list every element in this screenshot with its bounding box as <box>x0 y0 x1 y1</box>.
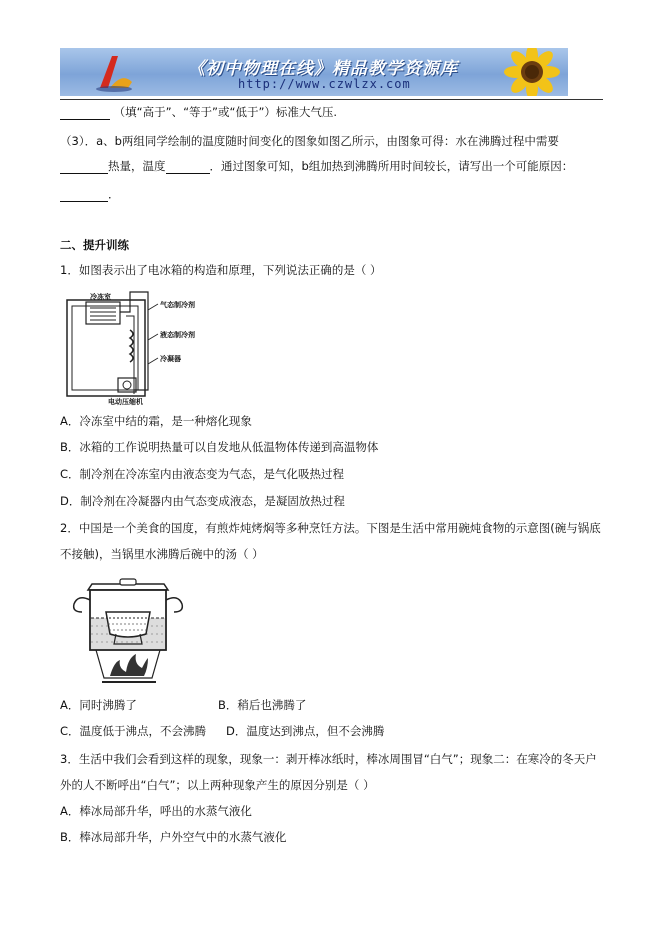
question-1: 1．如图表示出了电冰箱的构造和原理，下列说法正确的是（ ） <box>60 263 382 277</box>
text-line: （3）．a、b两组同学绘制的温度随时间变化的图象如图乙所示，由图象可得：水在沸腾过程中需要 <box>60 134 559 148</box>
question-3-line-1: 3．生活中我们会看到这样的现象，现象一：剥开棒冰纸时，棒冰周围冒“白气”；现象二：在寒冷的冬天户 <box>60 752 597 766</box>
banner-url: http://www.czwlzx.com <box>238 77 411 91</box>
text-line: （填“高于”、“等于”或“低于”）标准大气压. <box>60 104 337 120</box>
question-3-line-2: 外的人不断呼出“白气”；以上两种现象产生的原因分别是（ ） <box>60 778 375 792</box>
option-3a[interactable]: A．棒冰局部升华，呼出的水蒸气液化 <box>60 804 252 818</box>
label-liquid-refrigerant: 液态制冷剂 <box>160 331 195 339</box>
label-compressor: 电动压缩机 <box>108 398 143 406</box>
fridge-diagram <box>64 290 224 406</box>
option-3b[interactable]: B．棒冰局部升华，户外空气中的水蒸气液化 <box>60 830 287 844</box>
pot-diagram <box>66 578 190 686</box>
option-1c[interactable]: C．制冷剂在冷冻室内由液态变为气态，是气化吸热过程 <box>60 467 345 481</box>
banner-title: 《初中物理在线》精品教学资源库 <box>188 59 458 79</box>
answer-blank[interactable] <box>60 188 108 202</box>
header-banner <box>60 48 568 96</box>
option-1a[interactable]: A．冷冻室中结的霜，是一种熔化现象 <box>60 414 252 428</box>
option-1d[interactable]: D．制冷剂在冷凝器内由气态变成液态，是凝固放热过程 <box>60 494 345 508</box>
label-freezer: 冷冻室 <box>90 293 111 301</box>
answer-blank[interactable] <box>60 106 110 120</box>
header-rule <box>60 99 603 100</box>
option-2c[interactable]: C．温度低于沸点，不会沸腾 <box>60 724 207 738</box>
answer-blank[interactable] <box>60 160 108 174</box>
option-1b[interactable]: B．冰箱的工作说明热量可以自发地从低温物体传递到高温物体 <box>60 440 379 454</box>
text-line: ． <box>60 186 120 202</box>
label-gas-refrigerant: 气态制冷剂 <box>160 301 195 309</box>
sunflower-icon <box>486 48 566 96</box>
option-2a[interactable]: A．同时沸腾了 <box>60 698 137 712</box>
question-2-line-1: 2．中国是一个美食的国度，有煎炸炖烤焖等多种烹饪方法。下图是生活中常用碗炖食物的示意图(碗与锅底 <box>60 521 601 535</box>
text-line: 热量，温度 ．通过图象可知，b组加热到沸腾所用时间较长，请写出一个可能原因： <box>60 158 573 174</box>
answer-blank[interactable] <box>166 160 210 174</box>
option-2b[interactable]: B．稍后也沸腾了 <box>218 698 307 712</box>
label-condenser: 冷凝器 <box>160 355 181 363</box>
question-2-line-2: 不接触)，当锅里水沸腾后碗中的汤（ ） <box>60 547 264 561</box>
section-heading: 二、提升训练 <box>60 238 129 252</box>
site-logo-icon <box>92 52 136 92</box>
option-2d[interactable]: D．温度达到沸点，但不会沸腾 <box>226 724 385 738</box>
